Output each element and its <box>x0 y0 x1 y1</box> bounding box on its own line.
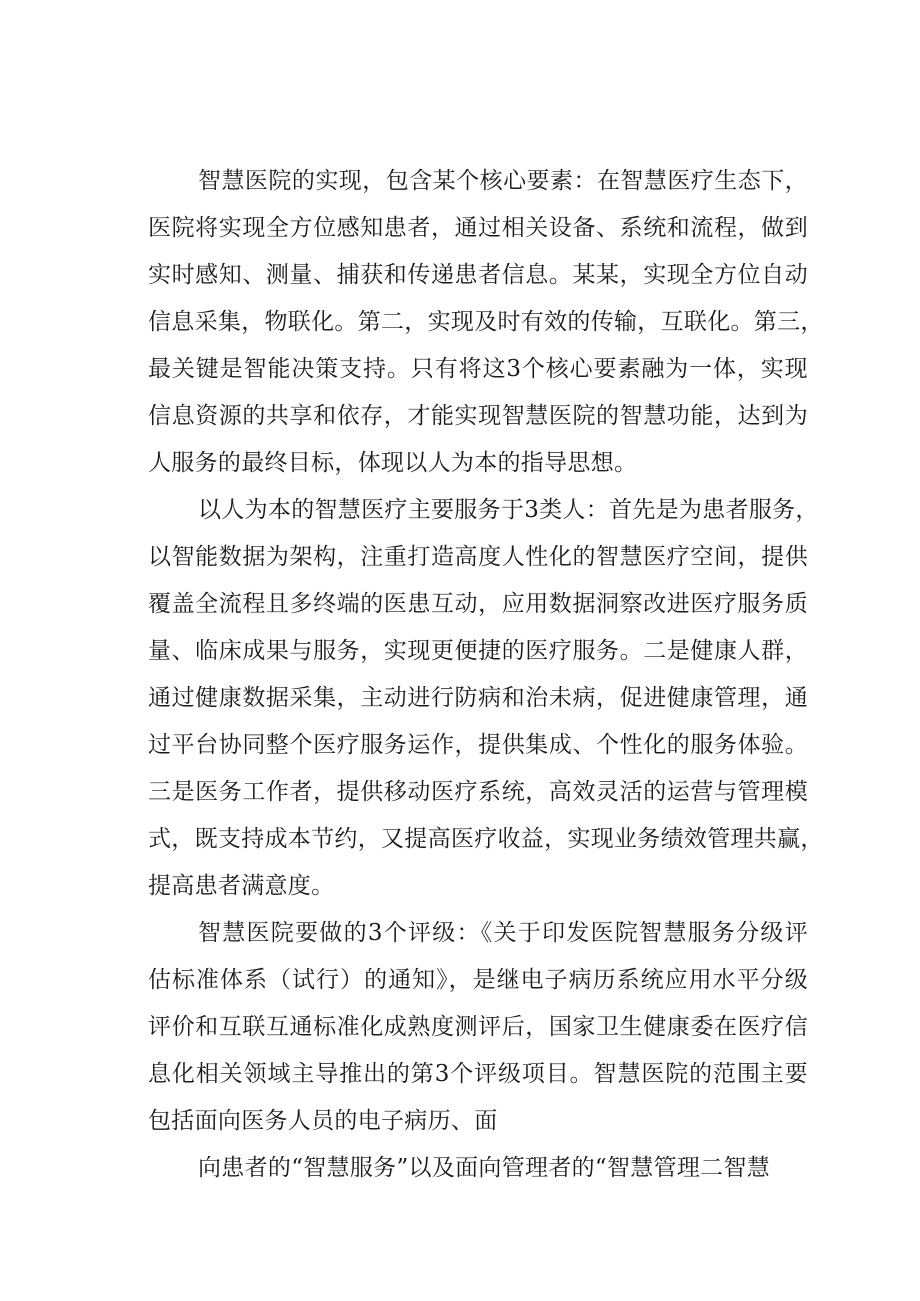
paragraph-1 <box>148 158 824 487</box>
text-line: 向患者的“智慧服务”以及面向管理者的“智慧管理二智慧 <box>198 1155 771 1181</box>
text-line: 通过健康数据采集，主动进行防病和治未病，促进健康管理，通 <box>148 685 808 711</box>
paragraph-2 <box>148 487 824 910</box>
text-line: 智慧医院的实现，包含某个核心要素：在智慧医疗生态下， <box>198 168 808 194</box>
text-line: 包括面向医务人员的电子病历、面 <box>148 1108 498 1134</box>
text-line: 最关键是智能决策支持。只有将这3个核心要素融为一体，实现 <box>148 356 808 382</box>
paragraph-4 <box>148 1145 808 1192</box>
text-line: 以人为本的智慧医疗主要服务于3类人：首先是为患者服务， <box>198 497 819 523</box>
text-line: 覆盖全流程且多终端的医患互动，应用数据洞察改进医疗服务质 <box>148 591 808 617</box>
text-line: 量、临床成果与服务，实现更便捷的医疗服务。二是健康人群， <box>148 638 808 664</box>
text-line: 过平台协同整个医疗服务运作，提供集成、个性化的服务体验。 <box>148 732 808 758</box>
text-line: 式，既支持成本节约，又提高医疗收益，实现业务绩效管理共赢， <box>148 826 824 852</box>
text-line: 智慧医院要做的3个评级：《关于印发医院智慧服务分级评 <box>198 920 808 946</box>
text-line: 息化相关领域主导推出的第3个评级项目。智慧医院的范围主要 <box>148 1061 808 1087</box>
text-line: 信息资源的共享和依存，才能实现智慧医院的智慧功能，达到为 <box>148 403 808 429</box>
text-line: 评价和互联互通标准化成熟度测评后，国家卫生健康委在医疗信 <box>148 1014 808 1040</box>
text-line: 以智能数据为架构，注重打造高度人性化的智慧医疗空间，提供 <box>148 544 808 570</box>
text-line: 提高患者满意度。 <box>148 873 335 899</box>
text-line: 信息采集，物联化。第二，实现及时有效的传输，互联化。第三， <box>148 309 824 335</box>
text-line: 三是医务工作者，提供移动医疗系统，高效灵活的运营与管理模 <box>148 779 808 805</box>
paragraph-3 <box>148 910 808 1145</box>
text-line: 实时感知、测量、捕获和传递患者信息。某某，实现全方位自动 <box>148 262 808 288</box>
document-body <box>148 158 824 1192</box>
text-line: 估标准体系（试行）的通知》，是继电子病历系统应用水平分级 <box>148 967 808 993</box>
text-line: 医院将实现全方位感知患者，通过相关设备、系统和流程，做到 <box>148 215 808 241</box>
text-line: 人服务的最终目标，体现以人为本的指导思想。 <box>148 450 638 476</box>
